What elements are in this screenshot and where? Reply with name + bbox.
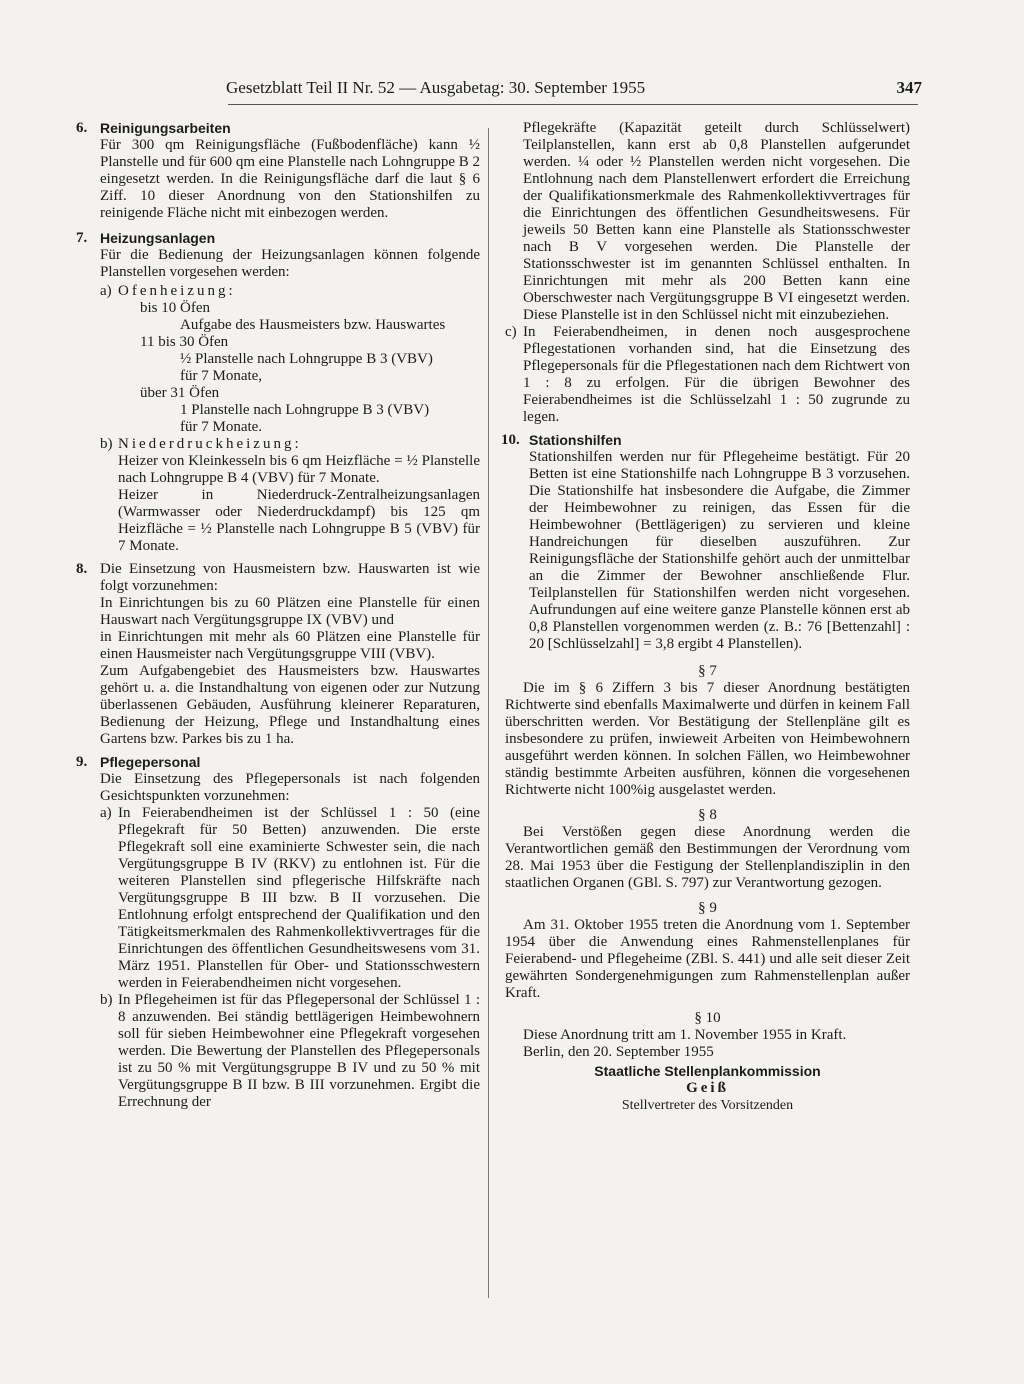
list-line: über 31 Öfen bbox=[140, 385, 220, 401]
paragraph-heading-8: § 8 bbox=[698, 807, 717, 823]
section-heading: Pflegepersonal bbox=[100, 754, 201, 770]
section-heading: Heizungsanlagen bbox=[100, 230, 216, 246]
signer-name: Geiß bbox=[686, 1080, 729, 1096]
subsection-b bbox=[100, 436, 480, 555]
header-rule bbox=[228, 104, 918, 105]
signer-role: Stellvertreter des Vorsitzenden bbox=[621, 1098, 794, 1113]
paragraph-heading-9: § 9 bbox=[698, 900, 717, 916]
subsection-label: b) bbox=[100, 992, 113, 1008]
paragraph-7-text: Die im § 6 Ziffern 3 bis 7 dieser Anordnung bestätigten Richtwerte sind ebenfalls Maximalwerte und dürfen in keinem Fall überschritten werden. Vor Bestätigung der Stellenpläne gilt es insbesondere zu prüfen, inwieweit Arbeiten von Heimbewohnern ausgeführt werden können. In solchen Fällen, wo Heimbewohner ständig bestimmte Arbeiten ausführen, können die vorgesehenen Richtwerte nicht 100%ig ausgelastet werden. bbox=[505, 680, 910, 798]
page-header bbox=[226, 78, 926, 100]
subsection-c bbox=[505, 324, 910, 426]
paragraph: Heizer in Niederdruck-Zentralheizungsanlagen (Warmwasser oder Niederdruckdampf) bis 125 qm Heizfläche = ½ Planstelle nach Lohngruppe B 5 (VBV) für 7 Monate. bbox=[118, 487, 480, 554]
section-heading: Stationshilfen bbox=[529, 432, 622, 448]
section-intro: Die Einsetzung von Hausmeistern bzw. Hauswarten ist wie folgt vorzunehmen: bbox=[100, 561, 480, 594]
header-title: Gesetzblatt Teil II Nr. 52 — Ausgabetag: 30. September 1955 bbox=[226, 78, 646, 97]
subsection-title: Ofenheizung: bbox=[118, 283, 236, 299]
section-8 bbox=[72, 561, 480, 748]
subsection-label: b) bbox=[100, 436, 113, 452]
place-date: Berlin, den 20. September 1955 bbox=[523, 1044, 714, 1060]
paragraph: In Feierabendheimen, in denen noch ausgesprochene Pflegestationen vorhanden sind, hat die Einsetzung des Pflegepersonals für die Pflegestationen nach dem Richtwert von 1 : 8 zu erfolgen. Für die übrigen Bewohner des Feierabendheimes ist die Schlüsselzahl 1 : 50 zugrunde zu legen. bbox=[523, 324, 910, 425]
subsection-label: a) bbox=[100, 805, 112, 821]
page-number: 347 bbox=[896, 78, 922, 97]
paragraph: Heizer von Kleinkesseln bis 6 qm Heizfläche = ½ Planstelle nach Lohngruppe B 4 (VBV) für 7 Monate. bbox=[118, 453, 480, 486]
list-line: für 7 Monate, bbox=[180, 368, 263, 384]
subsection-label: c) bbox=[505, 324, 517, 340]
paragraph: Zum Aufgabengebiet des Hausmeisters bzw. Hauswartes gehört u. a. die Instandhaltung von eigenen oder zur Nutzung überlassenen Gebäuden, Ausführung kleinerer Reparaturen, Bedienung der Heizung, Pflege und Instandhaltung eines Gartens bzw. Parkes bis zu 1 ha. bbox=[100, 663, 480, 747]
column-divider bbox=[488, 128, 489, 1298]
paragraph: In Feierabendheimen ist der Schlüssel 1 : 50 (eine Pflegekraft für 50 Betten) anzuwenden. Die erste Pflegekraft soll eine examinierte Schwester sein, die nach Vergütungsgruppe B IV (RKV) zu entlohnen ist. Für die weiteren Planstellen sind pflegerische Hilfskräfte nach Vergütungsgruppe B III bzw. B II vorzusehen. Die Entlohnung erfolgt entsprechend der Qualifikation und den Tätigkeitsmerkmalen des Rahmenkollektivvertrages für die Einrichtungen des öffentlichen Gesundheitswesens vom 31. März 1951. Planstellen für Ober- und Stationsschwestern werden in Feierabendheimen nicht vorgesehen. bbox=[118, 805, 480, 991]
section-text: Stationshilfen werden nur für Pflegeheime bestätigt. Für 20 Betten ist eine Stationshilfe nach Lohngruppe B 3 vorzusehen. Die Stationshilfe hat insbesondere die Aufgabe, die Zimmer der Heimbewohner zu reinigen, das Essen für die Heimbewohner (Bettlägerigen) zu servieren und kleine Handreichungen für dieselben auszuführen. Zur Reinigungsfläche der Stationshilfe gehört auch der unmittelbar an die Zimmer der Bewohner anschließende Flur. Teilplanstellen für Stationshilfen werden nicht vorgesehen. Aufrundungen auf eine weitere ganze Planstelle können erst ab 0,8 Planstellen vorgenommen werden (z. B.: 76 [Bettenzahl] : 20 [Schlüsselzahl] = 3,8 ergibt 4 Planstellen). bbox=[529, 449, 910, 652]
list-line: Aufgabe des Hausmeisters bzw. Hauswartes bbox=[180, 317, 446, 333]
section-intro: Für die Bedienung der Heizungsanlagen können folgende Planstellen vorgesehen werden: bbox=[100, 247, 480, 280]
paragraph-8-text: Bei Verstößen gegen diese Anordnung werden die Verantwortlichen gemäß den Bestimmungen der Verordnung vom 28. Mai 1953 über die Festigung der Stellenplandisziplin in den staatlichen Organen (GBl. S. 797) zur Verantwortung gezogen. bbox=[505, 824, 910, 891]
section-number: 8. bbox=[76, 561, 88, 577]
subsection-title: Niederdruckheizung: bbox=[118, 436, 302, 452]
right-column bbox=[501, 120, 910, 1114]
list-line: 11 bis 30 Öfen bbox=[140, 334, 229, 350]
paragraph-10-text: Diese Anordnung tritt am 1. November 1955 in Kraft. bbox=[523, 1027, 847, 1043]
list-line: für 7 Monate. bbox=[180, 419, 263, 435]
subsection-a bbox=[100, 283, 480, 436]
subsection-b-continued bbox=[505, 120, 910, 324]
paragraph: Pflegekräfte (Kapazität geteilt durch Schlüsselwert) Teilplanstellen, kann erst ab 0,8 Planstellen aufgerundet werden. ¼ oder ½ Planstellen werden nicht vorgesehen. Die Entlohnung nach dem Planstellenwert erfordert die Erreichung der Qualifikationsmerkmale des Rahmenkollektivvertrages für die Einrichtungen des öffentlichen Gesundheitswesens. Für jeweils 50 Betten kann eine Planstelle als Stationsschwester nach B V vorgesehen werden. Die Planstelle der Stationsschwester ist im genannten Schlüssel enthalten. In Einrichtungen mit mehr als 200 Betten kann eine Oberschwester nach Vergütungsgruppe B VI eingesetzt werden. Diese Planstelle ist in den Schlüssel nicht mit einzubeziehen. bbox=[523, 120, 910, 323]
section-heading: Reinigungsarbeiten bbox=[100, 120, 231, 136]
issuing-authority: Staatliche Stellenplankommission bbox=[594, 1063, 821, 1079]
section-number: 10. bbox=[501, 432, 520, 448]
section-6 bbox=[72, 120, 480, 222]
section-text: Für 300 qm Reinigungsfläche (Fußbodenfläche) kann ½ Planstelle und für 600 qm eine Planstelle nach Lohngruppe B 2 eingesetzt werden. In die Reinigungsfläche darf die laut § 6 Ziff. 10 dieser Anordnung von den Stationshilfen zu reinigende Fläche nicht mit einbezogen werden. bbox=[100, 137, 480, 221]
list-line: ½ Planstelle nach Lohngruppe B 3 (VBV) bbox=[180, 351, 433, 367]
section-intro: Die Einsetzung des Pflegepersonals ist nach folgenden Gesichtspunkten vorzunehmen: bbox=[100, 771, 480, 804]
section-10 bbox=[501, 432, 910, 653]
list-line: 1 Planstelle nach Lohngruppe B 3 (VBV) bbox=[180, 402, 430, 418]
paragraph: in Einrichtungen mit mehr als 60 Plätzen eine Planstelle für einen Hausmeister nach Vergütungsgruppe VIII (VBV). bbox=[100, 629, 480, 662]
subsection-label: a) bbox=[100, 283, 112, 299]
subsection-b bbox=[100, 992, 480, 1111]
paragraph-9-text: Am 31. Oktober 1955 treten die Anordnung vom 1. September 1954 über die Anwendung eines Rahmenstellenplanes für Feierabend- und Pflegeheime (ZBl. S. 441) und alle seit dieser Zeit gewährten Sondergenehmigungen zum Rahmenstellenplan außer Kraft. bbox=[505, 917, 910, 1001]
list-line: bis 10 Öfen bbox=[140, 300, 210, 316]
paragraph: In Einrichtungen bis zu 60 Plätzen eine Planstelle für einen Hauswart nach Vergütungsgruppe IX (VBV) und bbox=[100, 595, 480, 628]
paragraph-heading-7: § 7 bbox=[698, 663, 717, 679]
section-number: 9. bbox=[76, 754, 88, 770]
section-7 bbox=[72, 230, 480, 555]
paragraph: In Pflegeheimen ist für das Pflegepersonal der Schlüssel 1 : 8 anzuwenden. Bei ständig bettlägerigen Heimbewohnern soll für sieben Heimbewohner eine Pflegekraft vorgesehen werden. Die Bewertung der Planstellen des Pflegepersonals ist zu 50 % mit Vergütungsgruppe B IV und zu 50 % mit Vergütungsgruppe B II bzw. B III vorzunehmen. Ergibt die Errechnung der bbox=[118, 992, 480, 1110]
section-9 bbox=[72, 754, 480, 1111]
section-number: 6. bbox=[76, 120, 88, 136]
subsection-a bbox=[100, 805, 480, 992]
left-column bbox=[72, 120, 480, 1111]
section-number: 7. bbox=[76, 230, 88, 246]
paragraph-heading-10: § 10 bbox=[694, 1010, 721, 1026]
